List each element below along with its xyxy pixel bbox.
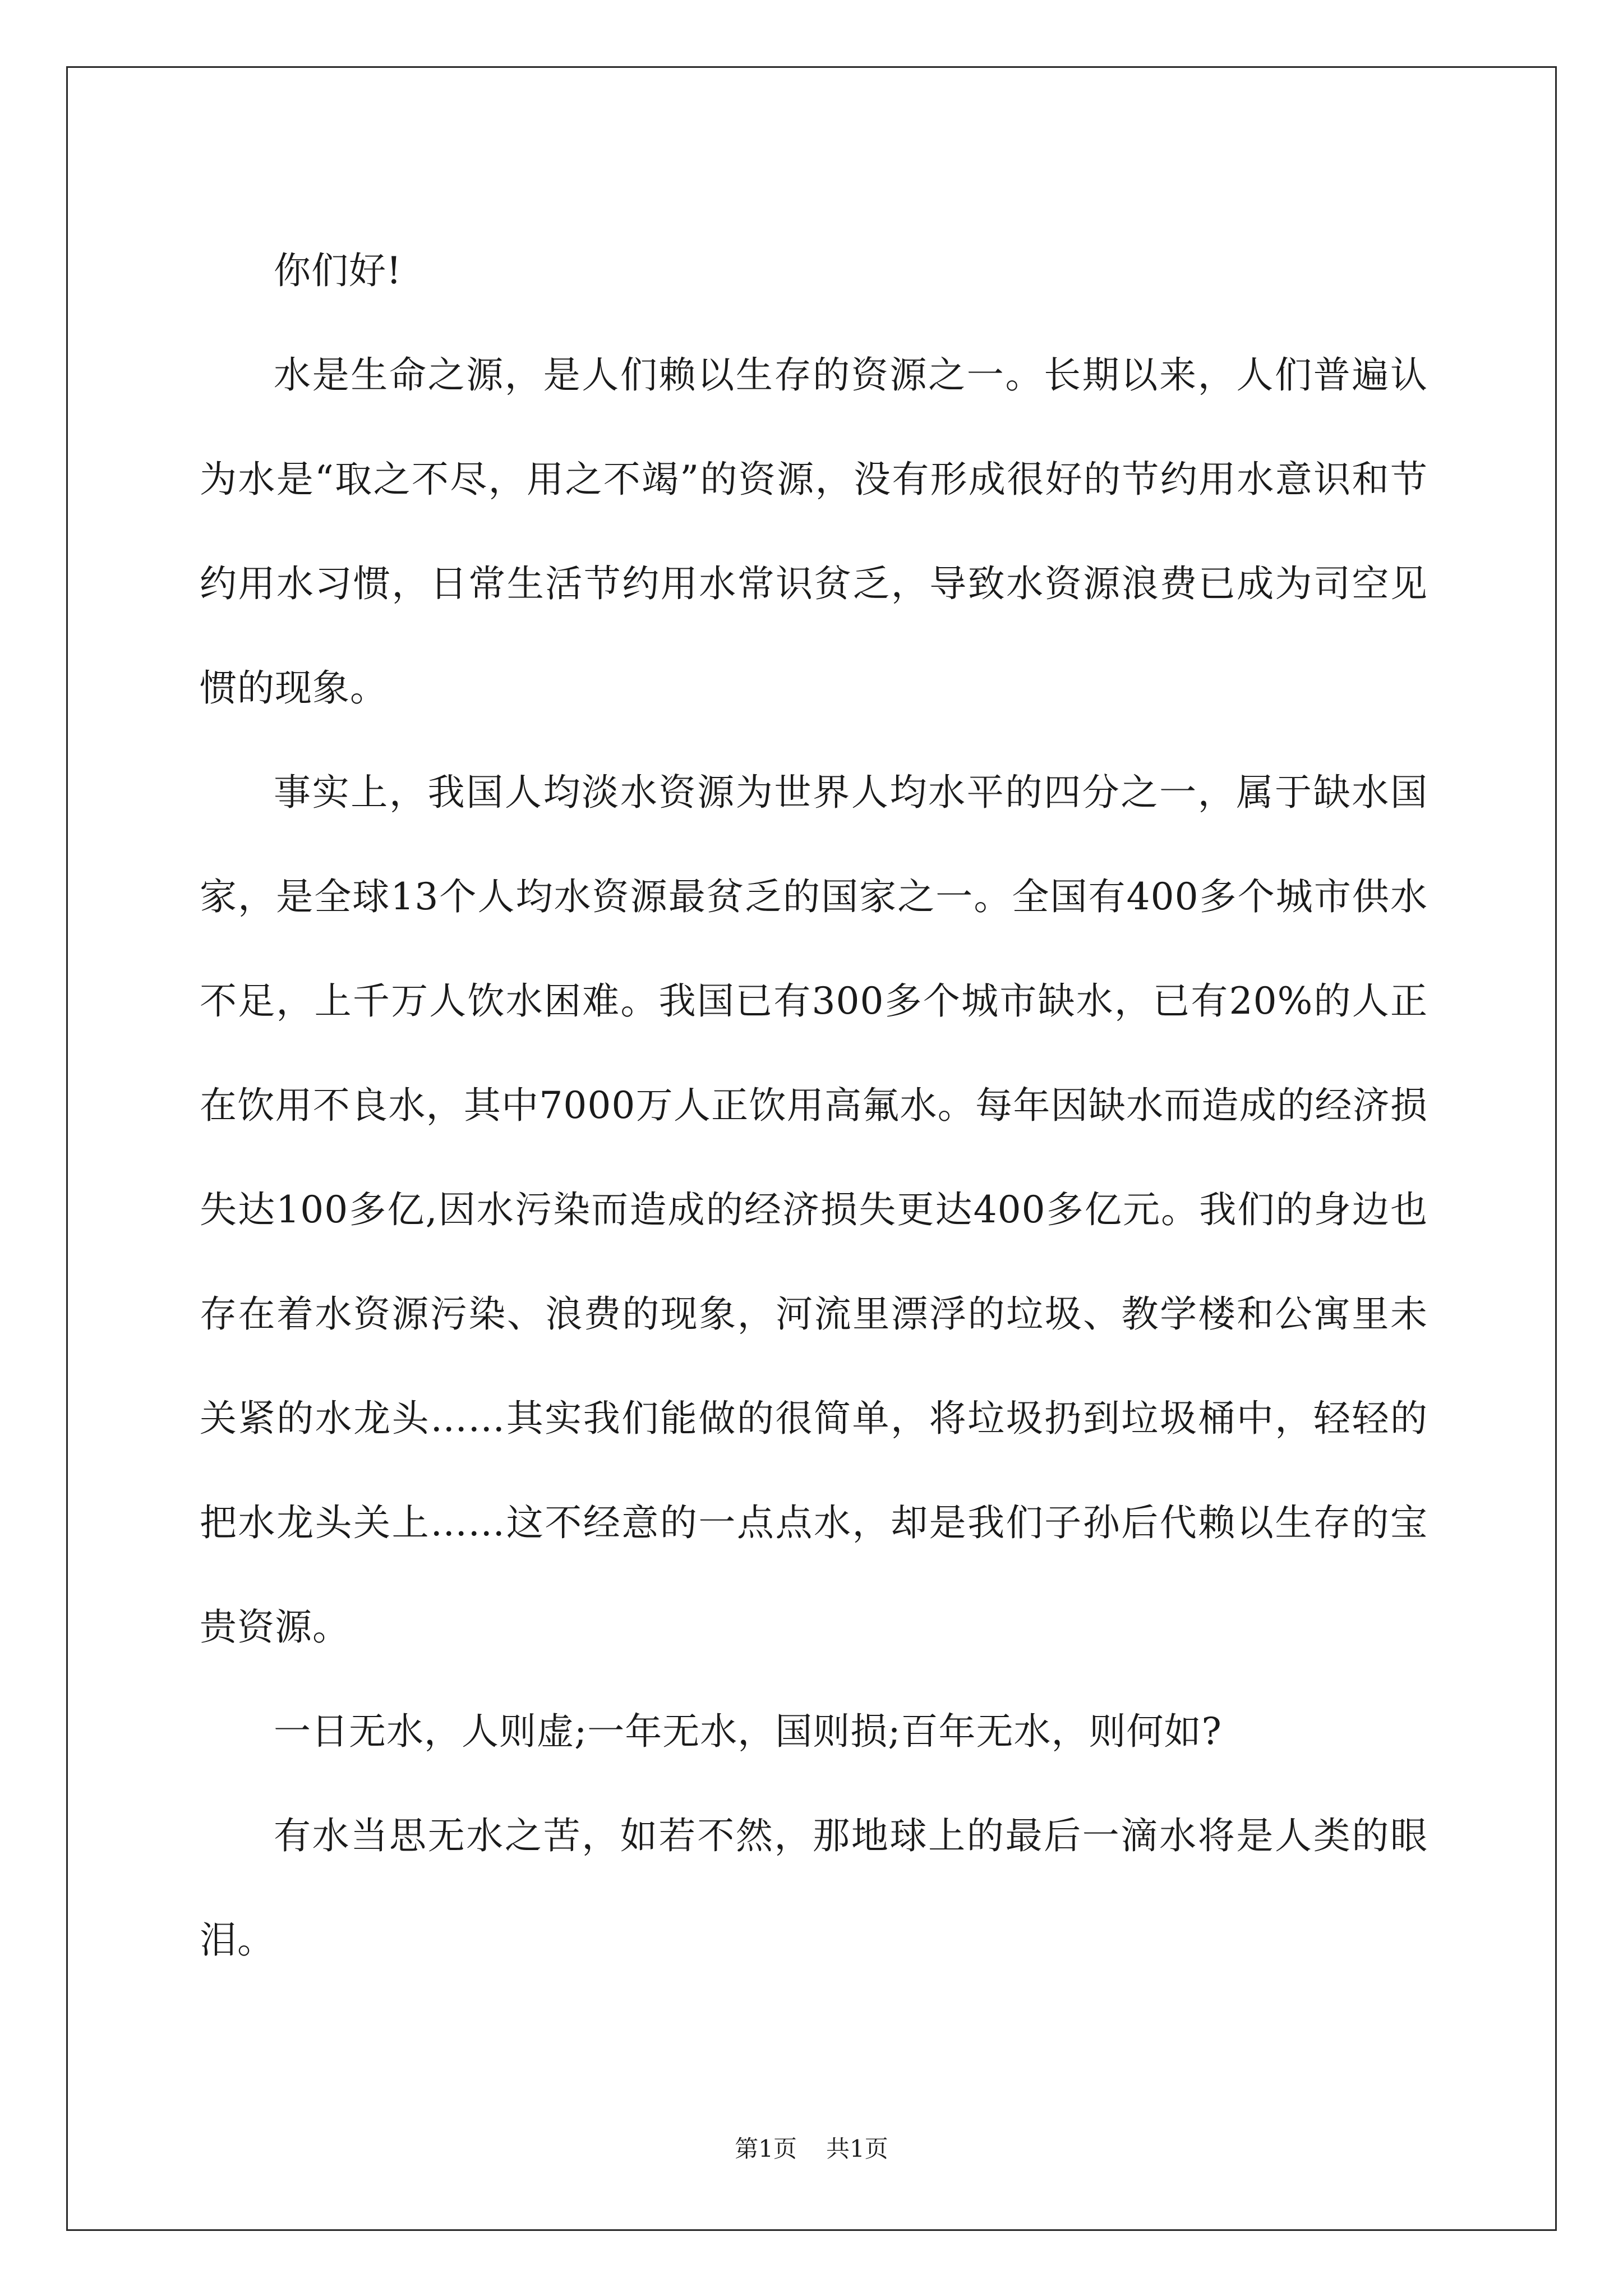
page-number-total: 共1页 [826,2135,888,2162]
page-footer [0,2131,1623,2164]
paragraph-water-source: 水是生命之源，是人们赖以生存的资源之一。长期以来，人们普遍认为水是“取之不尽，用之不竭”的资源，没有形成很好的节约用水意识和节约用水习惯，日常生活节约用水常识贫乏，导致水资源浪费已成为司空见惯的现象。 [200,353,1428,710]
document-body [200,219,1428,1993]
paragraph-facts: 事实上，我国人均淡水资源为世界人均水平的四分之一，属于缺水国家，是全球13个人均水资源最贫乏的国家之一。全国有400多个城市供水不足，上千万人饮水困难。我国已有300多个城市缺水，已有20%的人正在饮用不良水，其中7000万人正饮用高氟水。每年因缺水而造成的经济损失达100多亿,因水污染而造成的经济损失更达400多亿元。我们的身边也存在着水资源污染、浪费的现象，河流里漂浮的垃圾、教学楼和公寓里未关紧的水龙头……其实我们能做的很简单，将垃圾扔到垃圾桶中，轻轻的把水龙头关上……这不经意的一点点水，却是我们子孙后代赖以生存的宝贵资源。 [200,771,1428,1649]
paragraph-closing: 有水当思无水之苦，如若不然，那地球上的最后一滴水将是人类的眼泪。 [200,1814,1428,1962]
paragraph-saying: 一日无水，人则虚;一年无水，国则损;百年无水，则何如? [274,1710,1222,1753]
paragraph-greeting: 你们好! [274,249,402,292]
page-number-current: 第1页 [735,2135,797,2162]
